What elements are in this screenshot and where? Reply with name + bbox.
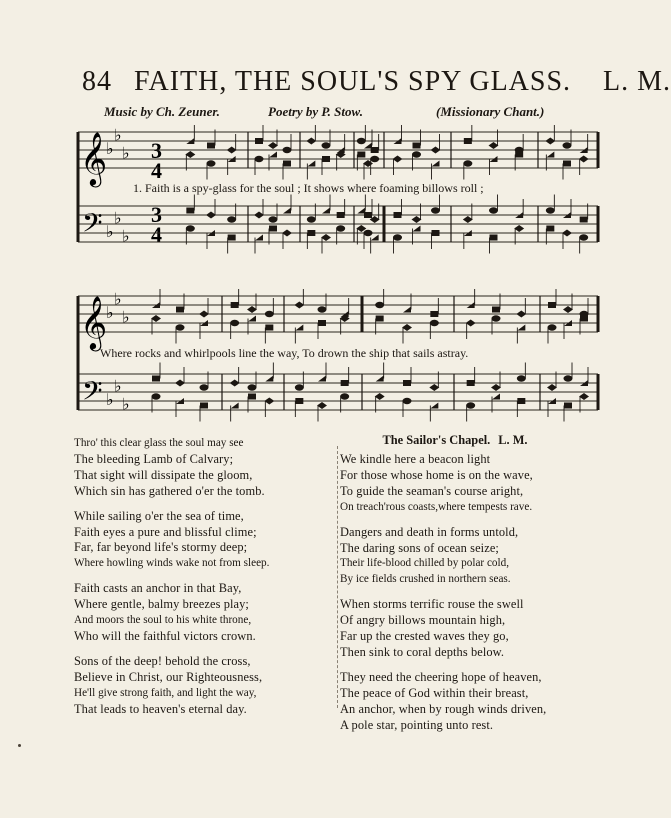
note-head	[467, 380, 475, 386]
bass-note	[376, 363, 384, 382]
verse-line: A pole star, pointing unto rest.	[340, 717, 494, 732]
verse-line: They need the cheering hope of heaven,	[340, 669, 542, 684]
treble-note	[580, 298, 589, 317]
left-stanza-3	[74, 581, 336, 645]
note-head	[364, 212, 372, 218]
verse-line: The peace of God within their breast,	[340, 685, 529, 700]
treble-note	[363, 160, 373, 180]
left-stanza-2	[74, 509, 336, 573]
note-head	[402, 324, 412, 331]
verse-line: To guide the seaman's course aright,	[340, 483, 524, 498]
verse-line: The bleeding Lamb of Calvary;	[74, 451, 234, 466]
note-head	[227, 147, 237, 154]
note-head	[413, 226, 421, 232]
bass-note	[200, 403, 208, 422]
note-head	[547, 384, 557, 391]
hymn-meter: L. M.	[603, 66, 671, 97]
note-head	[563, 161, 571, 167]
note-head	[430, 320, 439, 326]
flat-icon: ♭	[106, 139, 114, 158]
note-head	[186, 225, 195, 231]
note-head	[318, 320, 326, 326]
bass-note	[364, 230, 373, 249]
verse-line: Their life-blood chilled by polar cold,	[340, 557, 510, 570]
bass-note	[317, 402, 327, 422]
right-stanza-2	[340, 525, 602, 589]
note-head	[230, 320, 239, 326]
bass-note	[430, 403, 438, 422]
note-head	[463, 160, 472, 166]
note-head	[175, 380, 185, 387]
note-head	[318, 376, 326, 382]
note-head	[514, 225, 524, 232]
bass-note	[432, 230, 440, 249]
treble-note	[255, 125, 263, 144]
verse-line: An anchor, when by rough winds driven,	[340, 701, 547, 716]
note-head	[186, 208, 194, 214]
lyrics-line-2: Where rocks and whirlpools line the way, To drown the ship that sails astray.	[100, 346, 469, 360]
treble-note	[402, 324, 412, 344]
note-head	[176, 307, 184, 313]
note-head	[265, 325, 273, 331]
note-head	[413, 143, 421, 149]
verse-line: That sight will dissipate the gloom,	[74, 467, 253, 482]
treble-note	[295, 325, 303, 344]
note-head	[322, 142, 331, 148]
treble-note	[563, 161, 571, 180]
note-head	[268, 142, 278, 149]
note-head	[545, 138, 555, 145]
right-stanza-1	[340, 452, 602, 516]
bass-note	[403, 367, 411, 386]
note-head	[492, 394, 500, 400]
treble-note	[432, 161, 440, 180]
note-head	[412, 216, 422, 223]
bass-note	[393, 234, 402, 253]
verse-line: Far, far beyond life's stormy deep;	[74, 540, 248, 555]
note-head	[515, 152, 523, 158]
note-head	[466, 320, 476, 327]
treble-note	[430, 298, 438, 317]
flat-icon: ♭	[106, 222, 114, 241]
note-head	[489, 207, 498, 213]
treble-note	[255, 156, 264, 175]
bass-note	[152, 363, 160, 382]
note-head	[255, 235, 263, 241]
verse-line: On treach'rous coasts,where tempests rave.	[340, 500, 533, 513]
bass-note	[295, 398, 303, 417]
flat-icon: ♭	[122, 307, 130, 327]
note-head	[466, 402, 475, 408]
note-head	[282, 230, 292, 237]
right-stanza-4	[340, 670, 602, 734]
note-head	[337, 212, 345, 218]
note-head	[340, 393, 349, 399]
note-head	[548, 302, 556, 308]
note-head	[580, 316, 588, 322]
flat-icon: ♭	[106, 390, 114, 409]
note-head	[579, 393, 589, 400]
note-head	[375, 393, 385, 400]
treble-note	[393, 156, 403, 176]
note-head	[152, 376, 160, 382]
music-system-1	[0, 124, 640, 284]
column-divider	[337, 446, 338, 708]
note-head	[546, 152, 554, 158]
note-head	[255, 156, 264, 162]
note-head	[341, 380, 349, 386]
verse-line: We kindle here a beacon light	[340, 452, 491, 466]
bass-note	[307, 230, 315, 249]
treble-note	[265, 298, 274, 317]
note-head	[430, 311, 438, 317]
note-head	[318, 306, 327, 312]
bass-note	[231, 403, 239, 422]
bass-note	[489, 195, 498, 214]
bass-note	[337, 199, 345, 218]
bass-note	[265, 363, 273, 382]
bass-note	[371, 235, 379, 254]
page-number: 84	[82, 66, 112, 97]
note-head	[294, 302, 304, 309]
stanza-column-left	[74, 436, 336, 727]
note-head	[403, 307, 411, 313]
note-head	[255, 138, 263, 144]
note-head	[517, 325, 525, 331]
note-head	[564, 403, 572, 409]
treble-note	[283, 134, 292, 153]
flat-icon: ♭	[114, 208, 122, 228]
verse-line: Dangers and death in forms untold,	[340, 524, 519, 539]
note-head	[231, 403, 239, 409]
treble-note	[357, 125, 366, 144]
note-head	[248, 316, 256, 322]
note-head	[489, 142, 499, 149]
music-credit: Music by Ch. Zeuner.	[104, 104, 220, 119]
bass-note	[466, 402, 475, 421]
note-head	[283, 147, 292, 153]
note-head	[248, 384, 257, 390]
note-head	[412, 151, 421, 157]
lyrics-line-1: 1. Faith is a spy-glass for the soul ; It shows where foaming billows roll ;	[133, 181, 484, 195]
bass-note	[206, 199, 216, 219]
stanza-column-right	[340, 432, 602, 743]
flat-icon: ♭	[122, 226, 130, 246]
treble-note	[430, 320, 439, 339]
bass-note	[517, 398, 525, 417]
note-head	[490, 235, 498, 241]
bass-note	[431, 195, 440, 214]
note-head	[307, 161, 315, 167]
treble-clef-icon: 𝄞	[80, 295, 108, 349]
treble-note	[283, 161, 291, 180]
note-head	[269, 226, 277, 232]
bass-note	[564, 363, 573, 382]
note-head	[464, 138, 472, 144]
note-head	[431, 207, 440, 213]
note-head	[563, 142, 572, 148]
note-head	[264, 398, 274, 405]
note-head	[491, 384, 501, 391]
treble-note	[464, 125, 472, 144]
bass-note	[564, 403, 572, 422]
bass-note	[562, 230, 572, 250]
flat-icon: ♭	[114, 289, 122, 309]
treble-note	[318, 320, 326, 339]
note-head	[231, 302, 239, 308]
bass-note	[283, 195, 291, 214]
note-head	[199, 311, 209, 318]
treble-note	[265, 325, 273, 344]
note-head	[375, 302, 384, 308]
bass-note	[282, 230, 292, 250]
note-head	[151, 315, 161, 322]
note-head	[429, 384, 439, 391]
note-head	[185, 151, 195, 158]
note-head	[546, 226, 554, 232]
treble-note	[517, 325, 525, 344]
note-head	[463, 216, 473, 223]
bass-note	[490, 235, 498, 254]
note-head	[283, 161, 291, 167]
note-head	[492, 315, 501, 321]
note-head	[176, 324, 185, 330]
flat-icon: ♭	[106, 303, 114, 322]
note-head	[283, 208, 291, 214]
note-head	[248, 394, 256, 400]
note-head	[430, 403, 438, 409]
note-head	[562, 230, 572, 237]
note-head	[564, 375, 573, 381]
flat-icon: ♭	[114, 376, 122, 396]
treble-note	[463, 160, 472, 179]
chapel-meter: L. M.	[498, 433, 528, 447]
hymn-title: FAITH, THE SOUL'S SPY GLASS.	[134, 66, 572, 97]
bass-note	[579, 234, 588, 253]
treble-note	[548, 289, 556, 308]
bass-note	[255, 235, 263, 254]
verse-line: Faith eyes a pure and blissful clime;	[74, 524, 257, 539]
note-head	[322, 208, 330, 214]
note-head	[206, 212, 216, 219]
note-head	[321, 234, 331, 241]
note-head	[370, 156, 379, 162]
left-stanza-4	[74, 654, 336, 718]
note-head	[371, 235, 379, 241]
treble-note	[294, 289, 304, 309]
note-head	[336, 225, 345, 231]
note-head	[393, 156, 403, 163]
verse-line: When storms terrific rouse the swell	[340, 597, 524, 612]
note-head	[431, 147, 441, 154]
note-head	[265, 311, 274, 317]
treble-note	[515, 134, 524, 153]
note-head	[364, 230, 373, 236]
verse-line: Who will the faithful victors crown.	[74, 628, 256, 643]
note-head	[306, 138, 316, 145]
bass-clef-icon: 𝄢	[82, 375, 103, 413]
treble-note	[231, 289, 239, 308]
bass-note	[230, 367, 240, 387]
note-head	[247, 306, 257, 313]
verse-line: Faith casts an anchor in that Bay,	[74, 581, 242, 596]
verse-line: Far up the crested waves they go,	[340, 629, 509, 644]
note-head	[394, 212, 402, 218]
note-head	[517, 375, 526, 381]
treble-note	[306, 125, 316, 145]
note-head	[227, 216, 236, 222]
chapel-title-text: The Sailor's Chapel.	[382, 433, 491, 447]
note-head	[371, 147, 379, 153]
verse-line: Which sin has gathered o'er the tomb.	[74, 483, 265, 498]
note-head	[516, 311, 526, 318]
left-stanza-1	[74, 436, 336, 500]
verse-line: That leads to heaven's eternal day.	[74, 701, 247, 716]
note-head	[269, 216, 278, 222]
verse-line: He'll give strong faith, and light the way,	[74, 686, 257, 699]
time-signature-treble: 3	[151, 138, 162, 163]
note-head	[295, 325, 303, 331]
flat-icon: ♭	[114, 125, 122, 145]
verse-line: By ice fields crushed in northern seas.	[340, 573, 511, 586]
note-head	[295, 384, 304, 390]
bass-note	[321, 234, 331, 254]
treble-note	[375, 289, 384, 308]
note-head	[307, 216, 316, 222]
page-header	[82, 66, 671, 98]
bass-note	[175, 367, 185, 387]
verse-line: Of angry billows mountain high,	[340, 613, 506, 628]
verse-line: And moors the soul to his white throne,	[74, 614, 252, 627]
treble-note	[516, 298, 526, 318]
note-head	[579, 234, 588, 240]
note-head	[228, 235, 236, 241]
note-head	[307, 230, 315, 236]
note-head	[200, 403, 208, 409]
treble-note	[431, 134, 441, 154]
note-head	[393, 234, 402, 240]
treble-note	[199, 298, 209, 318]
verse-line: Thro' this clear glass the soul may see	[74, 437, 244, 449]
note-head	[207, 160, 216, 166]
note-head	[579, 156, 589, 163]
right-stanza-3	[340, 597, 602, 661]
poetry-credit: Poetry by P. Stow.	[268, 104, 363, 119]
verse-line: The daring sons of ocean seize;	[340, 540, 499, 555]
bass-note	[403, 398, 412, 417]
note-head	[548, 324, 557, 330]
note-head	[403, 380, 411, 386]
bass-note	[186, 195, 194, 214]
verse-line: Where gentle, balmy breezes play;	[74, 597, 249, 612]
note-head	[376, 376, 384, 382]
bass-note	[341, 367, 349, 386]
treble-note	[545, 125, 555, 145]
bass-note	[467, 367, 475, 386]
chapel-title	[340, 432, 570, 448]
treble-clef-icon: 𝄞	[80, 131, 108, 185]
note-head	[492, 307, 500, 313]
note-head	[403, 398, 412, 404]
ink-blot	[18, 744, 21, 747]
note-head	[322, 156, 330, 162]
note-head	[200, 384, 209, 390]
verse-line: Where howling winds wake not from sleep.	[74, 557, 270, 570]
note-head	[152, 393, 161, 399]
treble-note	[466, 320, 476, 340]
bass-note	[357, 195, 365, 214]
bass-note	[264, 398, 274, 418]
treble-note	[176, 324, 185, 343]
note-head	[295, 398, 303, 404]
verse-line: Believe in Christ, our Righteousness,	[74, 669, 263, 684]
bass-note	[254, 199, 264, 219]
flat-icon: ♭	[122, 394, 130, 414]
treble-note	[230, 320, 239, 339]
note-head	[265, 376, 273, 382]
treble-note	[548, 324, 557, 343]
note-head	[546, 207, 555, 213]
time-signature-treble-lower: 4	[151, 158, 162, 183]
time-signature-bass-lower: 4	[151, 222, 162, 247]
verse-line: Then sink to coral depths below.	[340, 644, 505, 659]
note-head	[269, 152, 277, 158]
verse-line: While sailing o'er the sea of time,	[74, 508, 244, 523]
tune-name: (Missionary Chant.)	[436, 104, 545, 119]
note-head	[207, 143, 215, 149]
bass-clef-icon: 𝄢	[82, 207, 103, 245]
treble-note	[207, 160, 216, 179]
bass-note	[322, 195, 330, 214]
time-signature-bass: 3	[151, 202, 162, 227]
note-head	[357, 152, 365, 158]
note-head	[517, 398, 525, 404]
note-head	[230, 380, 240, 387]
treble-note	[579, 156, 589, 176]
note-head	[432, 230, 440, 236]
note-head	[432, 161, 440, 167]
treble-note	[322, 156, 330, 175]
note-head	[357, 138, 366, 144]
note-head	[317, 402, 327, 409]
note-head	[254, 212, 264, 219]
note-head	[580, 217, 588, 223]
note-head	[563, 306, 573, 313]
treble-note	[370, 156, 379, 175]
note-head	[376, 316, 384, 322]
bass-note	[394, 199, 402, 218]
flat-icon: ♭	[122, 143, 130, 163]
bass-note	[546, 195, 555, 214]
bass-note	[228, 235, 236, 254]
verse-line: For those whose home is on the wave,	[340, 467, 533, 482]
bass-note	[517, 363, 526, 382]
bass-note	[318, 363, 326, 382]
treble-note	[227, 134, 237, 154]
treble-note	[307, 161, 315, 180]
verse-line: Sons of the deep! behold the cross,	[74, 653, 251, 668]
right-stanzas	[340, 452, 602, 734]
